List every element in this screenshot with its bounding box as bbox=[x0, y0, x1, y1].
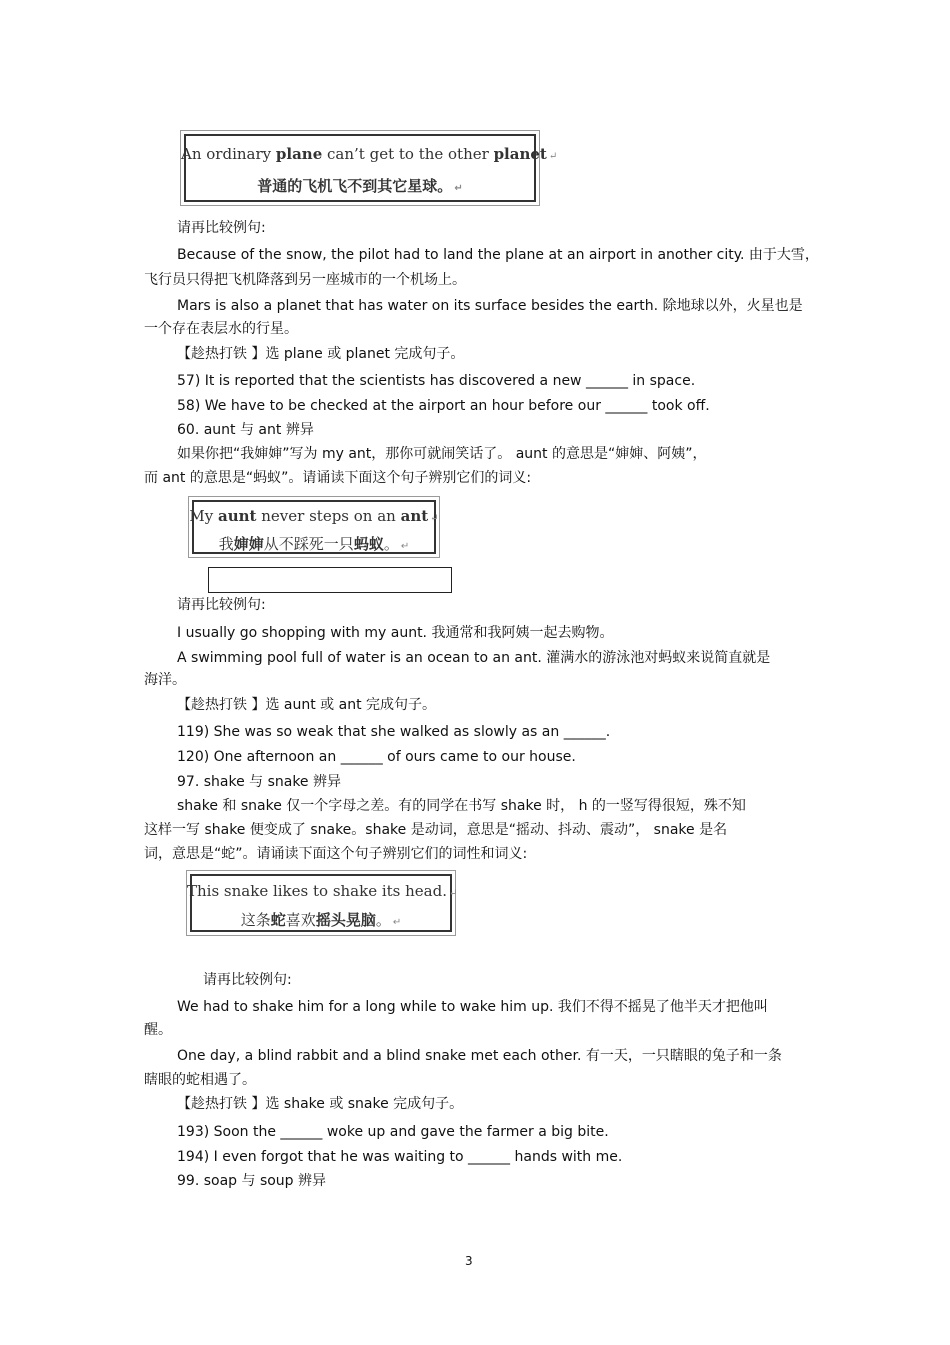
text-line: 请再比较例句: bbox=[177, 220, 266, 236]
text-line: 【趁热打铁 】选 shake 或 snake 完成句子。 bbox=[177, 1096, 464, 1112]
section-heading: 97. shake 与 snake 辨异 bbox=[177, 774, 342, 790]
text-line: 如果你把“我婶婶”写为 my ant，那你可就闹笑话了。 aunt 的意思是“婶婶、阿姨”， bbox=[177, 446, 707, 462]
section-heading: 60. aunt 与 ant 辨异 bbox=[177, 422, 314, 438]
text-line: A swimming pool full of water is an ocean to an ant. 灌满水的游泳池对蚂蚁来说简直就是 bbox=[177, 650, 771, 666]
example-zh: 普通的飞机飞不到其它星球。 ↵ bbox=[257, 177, 463, 195]
exercise-194: 194) I even forgot that he was waiting to ______ hands with me. bbox=[177, 1149, 623, 1165]
example-zh: 这条蛇喜欢摇头晃脑。 ↵ bbox=[240, 911, 402, 929]
text-line: shake 和 snake 仅一个字母之差。有的同学在书写 shake 时， h 的一竖写得很短，殊不知 bbox=[177, 798, 746, 814]
example-box-plane bbox=[180, 130, 558, 206]
example-en: This snake likes to shake its head. ↵ bbox=[187, 882, 458, 900]
text-line: One day, a blind rabbit and a blind snake met each other. 有一天，一只瞎眼的兔子和一条 bbox=[177, 1048, 782, 1064]
page-number: 3 bbox=[465, 1254, 473, 1268]
text-line: 海洋。 bbox=[144, 672, 186, 688]
text-line: 瞎眼的蛇相遇了。 bbox=[144, 1072, 256, 1088]
text-line: Because of the snow, the pilot had to land the plane at an airport in another city. 由于大雪， bbox=[177, 247, 819, 263]
text-line: 请再比较例句: bbox=[203, 972, 292, 988]
exercise-119: 119) She was so weak that she walked as slowly as an ______. bbox=[177, 724, 611, 740]
text-line: 请再比较例句: bbox=[177, 597, 266, 613]
exercise-120: 120) One afternoon an ______ of ours came to our house. bbox=[177, 749, 576, 765]
text-line: 【趁热打铁 】选 plane 或 planet 完成句子。 bbox=[177, 346, 465, 362]
text-line: We had to shake him for a long while to wake him up. 我们不得不摇晃了他半天才把他叫 bbox=[177, 999, 768, 1015]
section-heading: 99. soap 与 soup 辨异 bbox=[177, 1173, 327, 1189]
text-line: 一个存在表层水的行星。 bbox=[144, 321, 298, 337]
exercise-57: 57) It is reported that the scientists has discovered a new ______ in space. bbox=[177, 373, 696, 389]
text-line: I usually go shopping with my aunt. 我通常和我阿姨一起去购物。 bbox=[177, 625, 614, 641]
text-line: 【趁热打铁 】选 aunt 或 ant 完成句子。 bbox=[177, 697, 437, 713]
text-line: 而 ant 的意思是“蚂蚁”。请诵读下面这个句子辨别它们的词义: bbox=[144, 470, 532, 486]
example-en: My aunt never steps on an ant ↵ bbox=[189, 507, 439, 525]
text-line: 醒。 bbox=[144, 1022, 172, 1038]
example-zh: 我婶婶从不踩死一只蚂蚁。 ↵ bbox=[218, 535, 410, 553]
example-box-aunt bbox=[188, 496, 440, 558]
example-en: An ordinary plane can’t get to the other planet ↵ bbox=[181, 145, 558, 163]
exercise-193: 193) Soon the ______ woke up and gave the farmer a big bite. bbox=[177, 1124, 609, 1140]
text-line: 这样一写 shake 便变成了 snake。shake 是动词，意思是“摇动、抖动、震动”， snake 是名 bbox=[144, 822, 728, 838]
text-line: 飞行员只得把飞机降落到另一座城市的一个机场上。 bbox=[144, 272, 466, 288]
empty-text-box bbox=[208, 567, 452, 593]
text-line: Mars is also a planet that has water on its surface besides the earth. 除地球以外，火星也是 bbox=[177, 298, 803, 314]
exercise-58: 58) We have to be checked at the airport an hour before our ______ took off. bbox=[177, 398, 710, 414]
example-box-snake bbox=[186, 870, 456, 936]
text-line: 词，意思是“蛇”。请诵读下面这个句子辨别它们的词性和词义: bbox=[144, 846, 528, 862]
